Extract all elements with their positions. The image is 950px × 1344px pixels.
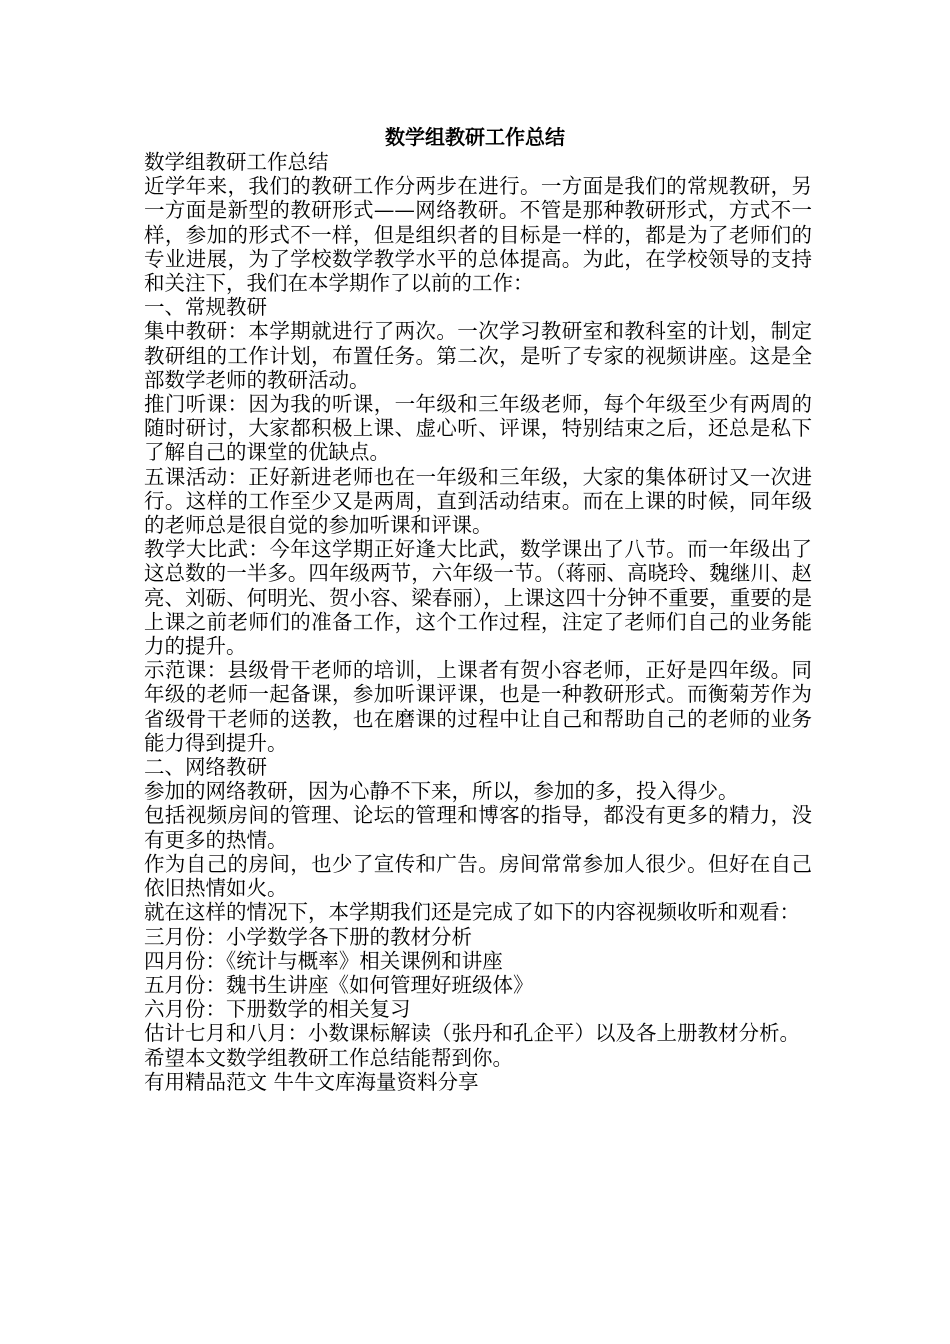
body-paragraph: 包括视频房间的管理、论坛的管理和博客的指导，都没有更多的精力，没有更多的热情。 [144,803,812,852]
body-paragraph: 集中教研：本学期就进行了两次。一次学习教研室和教科室的计划，制定教研组的工作计划，布置任务。第二次，是听了专家的视频讲座。这是全部数学老师的教研活动。 [144,319,812,392]
list-item-april: 四月份：《统计与概率》相关课例和讲座 [144,948,503,973]
footer-note: 有用精品范文 牛牛文库海量资料分享 [144,1069,479,1094]
section-heading-online-research: 二、网络教研 [144,755,267,780]
body-paragraph: 示范课：县级骨干老师的培训，上课者有贺小容老师，正好是四年级。同年级的老师一起备课，参加听课评课，也是一种教研形式。而衡菊芳作为省级骨干老师的送教，也在磨课的过程中让自己和帮助自己的老师的业务能力得到提升。 [144,658,812,755]
body-paragraph: 教学大比武：今年这学期正好逢大比武，数学课出了八节。而一年级出了这总数的一半多。四年级两节，六年级一节。（蒋丽、高晓玲、魏继川、赵亮、刘砺、何明光、贺小容、梁春丽），上课这四十分钟不重要，重要的是上课之前老师们的准备工作，这个工作过程，注定了老师们自己的业务能力的提升。 [144,537,812,659]
body-paragraph: 作为自己的房间，也少了宣传和广告。房间常常参加人很少。但好在自己依旧热情如火。 [144,851,812,901]
list-item-july-august: 估计七月和八月：小数课标解读（张丹和孔企平）以及各上册教材分析。 [144,1021,800,1046]
body-paragraph: 推门听课：因为我的听课，一年级和三年级老师，每个年级至少有两周的随时研讨，大家都积极上课、虚心听、评课，特别结束之后，还总是私下了解自己的课堂的优缺点。 [144,392,812,465]
list-item-june: 六月份：下册数学的相关复习 [144,997,411,1022]
subtitle-paragraph: 数学组教研工作总结 [144,150,329,174]
body-paragraph: 就在这样的情况下，本学期我们还是完成了如下的内容视频收听和观看： [144,900,800,925]
closing-paragraph: 希望本文数学组教研工作总结能帮到你。 [144,1045,513,1070]
intro-paragraph: 近学年来，我们的教研工作分两步在进行。一方面是我们的常规教研，另一方面是新型的教研形式——网络教研。不管是那种教研形式，方式不一样，参加的形式不一样，但是组织者的目标是一样的，都是为了老师们的专业进展，为了学校数学教学水平的总体提高。为此，在学校领导的支持和关注下，我们在本学期作了以前的工作： [144,174,812,296]
document-title: 数学组教研工作总结 [385,125,565,149]
section-heading-regular-research: 一、常规教研 [144,295,267,320]
body-paragraph: 参加的网络教研，因为心静不下来，所以，参加的多，投入得少。 [144,779,739,804]
body-paragraph: 五课活动：正好新进老师也在一年级和三年级，大家的集体研讨又一次进行。这样的工作至少又是两周，直到活动结束。而在上课的时候，同年级的老师总是很自觉的参加听课和评课。 [144,464,812,538]
document-body [144,150,812,1094]
list-item-may: 五月份：魏书生讲座《如何管理好班级体》 [144,972,534,997]
list-item-march: 三月份：小学数学各下册的教材分析 [144,924,472,949]
